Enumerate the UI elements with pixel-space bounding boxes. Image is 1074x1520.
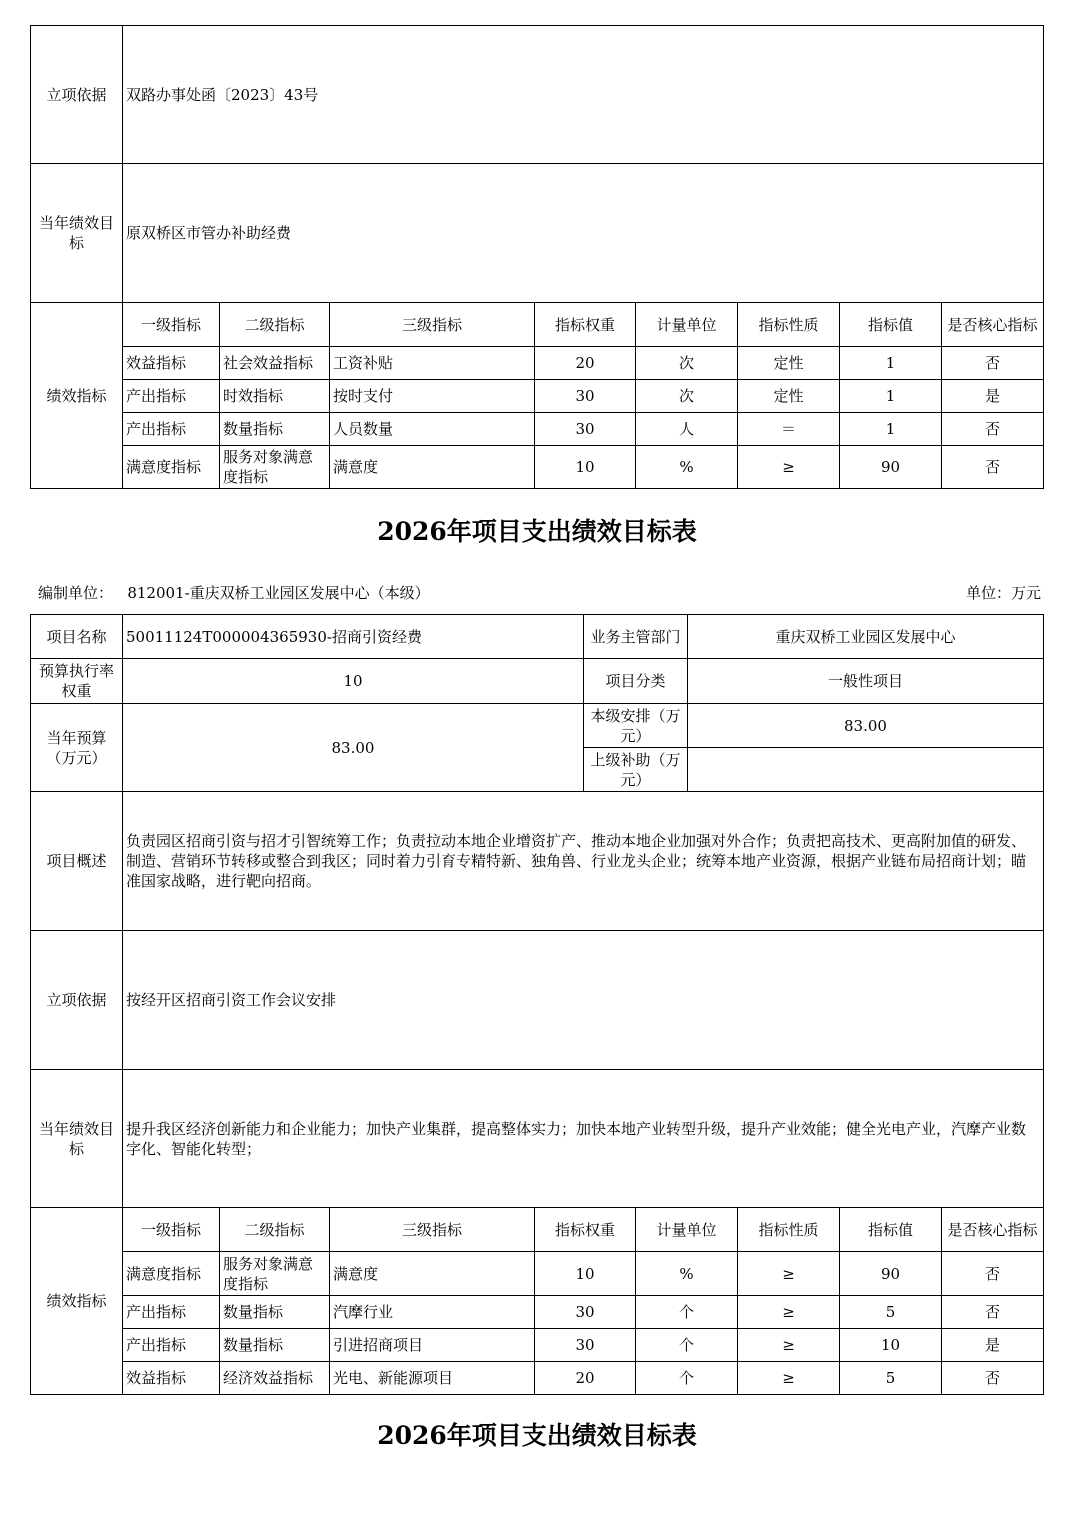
cell: 数量指标 (220, 413, 330, 446)
cell: 20 (535, 1362, 636, 1395)
upper-subsidy-label: 上级补助（万元） (584, 748, 688, 792)
overview-label: 项目概述 (31, 792, 123, 931)
top-perf-label: 绩效指标 (31, 303, 123, 489)
upper-subsidy-value (688, 748, 1044, 792)
cell: 产出指标 (123, 1329, 220, 1362)
cell: 经济效益指标 (220, 1362, 330, 1395)
budget-label: 当年预算（万元） (31, 704, 123, 792)
cell: 个 (636, 1296, 738, 1329)
header-cell: 三级指标 (330, 1208, 535, 1252)
goal-label: 当年绩效目标 (31, 1070, 123, 1208)
dept-label: 业务主管部门 (584, 615, 688, 659)
cell: 5 (840, 1362, 942, 1395)
cell: % (636, 446, 738, 489)
overview-value: 负责园区招商引资与招才引智统筹工作；负责拉动本地企业增资扩产、推动本地企业加强对外合作；负责把高技术、更高附加值的研发、制造、营销环节转移或整合到我区；同时着力引育专精特新、独角兽、行业龙头企业；统筹本地产业资源，根据产业链布局招商计划；瞄准国家战略，进行靶向招商。 (123, 792, 1044, 931)
budget-value: 83.00 (123, 704, 584, 792)
header-cell: 指标权重 (535, 1208, 636, 1252)
header-cell: 指标性质 (738, 1208, 840, 1252)
cell: 30 (535, 413, 636, 446)
cell: 30 (535, 1296, 636, 1329)
cell: 否 (942, 1252, 1044, 1296)
basis-label: 立项依据 (31, 931, 123, 1070)
table-row (31, 1252, 1044, 1296)
unit-label: 单位：万元 (965, 584, 1041, 602)
top-header-cell: 是否核心指标 (942, 303, 1044, 347)
cell: 30 (535, 1329, 636, 1362)
perf-label: 绩效指标 (31, 1208, 123, 1395)
goal-value: 提升我区经济创新能力和企业能力；加快产业集群，提高整体实力；加快本地产业转型升级，提升产业效能；健全光电产业，汽摩产业数字化、智能化转型； (123, 1070, 1044, 1208)
org-label: 编制单位： (38, 584, 114, 602)
org-line (38, 582, 430, 604)
cell: 1 (840, 380, 942, 413)
basis-value: 按经开区招商引资工作会议安排 (123, 931, 1044, 1070)
cell: 是 (942, 380, 1044, 413)
top-header-cell: 指标值 (840, 303, 942, 347)
top-header-cell: 指标性质 (738, 303, 840, 347)
cell: 社会效益指标 (220, 347, 330, 380)
table-row (31, 446, 1044, 489)
category-label: 项目分类 (584, 659, 688, 704)
table-row (31, 1296, 1044, 1329)
cell: 人员数量 (330, 413, 535, 446)
cell: 满意度 (330, 1252, 535, 1296)
cell: 服务对象满意度指标 (220, 446, 330, 489)
cell: 产出指标 (123, 1296, 220, 1329)
cell: 时效指标 (220, 380, 330, 413)
top-goal-value: 原双桥区市管办补助经费 (123, 164, 1044, 303)
cell: ≥ (738, 1252, 840, 1296)
table-row (31, 380, 1044, 413)
cell: ≥ (738, 1329, 840, 1362)
table-row (31, 1329, 1044, 1362)
section3-title: 2026年项目支出绩效目标表 (377, 1421, 697, 1450)
cell: 按时支付 (330, 380, 535, 413)
cell: 否 (942, 1296, 1044, 1329)
cell: 30 (535, 380, 636, 413)
own-arrangement-value: 83.00 (688, 704, 1044, 748)
cell: 效益指标 (123, 1362, 220, 1395)
cell: 1 (840, 413, 942, 446)
exec-weight-value: 10 (123, 659, 584, 704)
cell: % (636, 1252, 738, 1296)
top-header-cell: 计量单位 (636, 303, 738, 347)
cell: 产出指标 (123, 380, 220, 413)
cell: ≥ (738, 1362, 840, 1395)
cell: 定性 (738, 380, 840, 413)
cell: 1 (840, 347, 942, 380)
table-row (31, 1362, 1044, 1395)
cell: 满意度 (330, 446, 535, 489)
cell: 产出指标 (123, 413, 220, 446)
cell: 10 (535, 446, 636, 489)
header-cell: 是否核心指标 (942, 1208, 1044, 1252)
cell: 光电、新能源项目 (330, 1362, 535, 1395)
cell: ＝ (738, 413, 840, 446)
cell: 10 (535, 1252, 636, 1296)
category-value: 一般性项目 (688, 659, 1044, 704)
cell: 数量指标 (220, 1329, 330, 1362)
top-basis-label: 立项依据 (31, 26, 123, 164)
exec-weight-label: 预算执行率权重 (31, 659, 123, 704)
project-name-label: 项目名称 (31, 615, 123, 659)
header-cell: 计量单位 (636, 1208, 738, 1252)
cell: 效益指标 (123, 347, 220, 380)
top-header-cell: 三级指标 (330, 303, 535, 347)
cell: 20 (535, 347, 636, 380)
cell: 人 (636, 413, 738, 446)
cell: 90 (840, 446, 942, 489)
dept-value: 重庆双桥工业园区发展中心 (688, 615, 1044, 659)
own-arrangement-label: 本级安排（万元） (584, 704, 688, 748)
project-detail-table (30, 791, 1044, 1395)
top-header-cell: 指标权重 (535, 303, 636, 347)
top-goal-label: 当年绩效目标 (31, 164, 123, 303)
cell: 汽摩行业 (330, 1296, 535, 1329)
cell: 次 (636, 380, 738, 413)
cell: 否 (942, 446, 1044, 489)
cell: 否 (942, 1362, 1044, 1395)
top-basis-value: 双路办事处函〔2023〕43号 (123, 26, 1044, 164)
cell: ≥ (738, 446, 840, 489)
cell: 5 (840, 1296, 942, 1329)
project-name-value: 50011124T000004365930-招商引资经费 (123, 615, 584, 659)
table-row (31, 347, 1044, 380)
cell: 个 (636, 1362, 738, 1395)
cell: 否 (942, 347, 1044, 380)
cell: 是 (942, 1329, 1044, 1362)
cell: 引进招商项目 (330, 1329, 535, 1362)
top-performance-table (30, 25, 1044, 489)
header-cell: 指标值 (840, 1208, 942, 1252)
cell: 定性 (738, 347, 840, 380)
project-info-table (30, 614, 1044, 792)
cell: 否 (942, 413, 1044, 446)
cell: 次 (636, 347, 738, 380)
cell: 服务对象满意度指标 (220, 1252, 330, 1296)
cell: 满意度指标 (123, 1252, 220, 1296)
cell: 90 (840, 1252, 942, 1296)
cell: 数量指标 (220, 1296, 330, 1329)
cell: 满意度指标 (123, 446, 220, 489)
section2-title: 2026年项目支出绩效目标表 (377, 517, 697, 546)
org-value: 812001-重庆双桥工业园区发展中心（本级） (127, 584, 430, 602)
top-header-cell: 二级指标 (220, 303, 330, 347)
header-cell: 二级指标 (220, 1208, 330, 1252)
cell: ≥ (738, 1296, 840, 1329)
header-cell: 一级指标 (123, 1208, 220, 1252)
table-row (31, 413, 1044, 446)
cell: 工资补贴 (330, 347, 535, 380)
cell: 10 (840, 1329, 942, 1362)
top-header-cell: 一级指标 (123, 303, 220, 347)
cell: 个 (636, 1329, 738, 1362)
